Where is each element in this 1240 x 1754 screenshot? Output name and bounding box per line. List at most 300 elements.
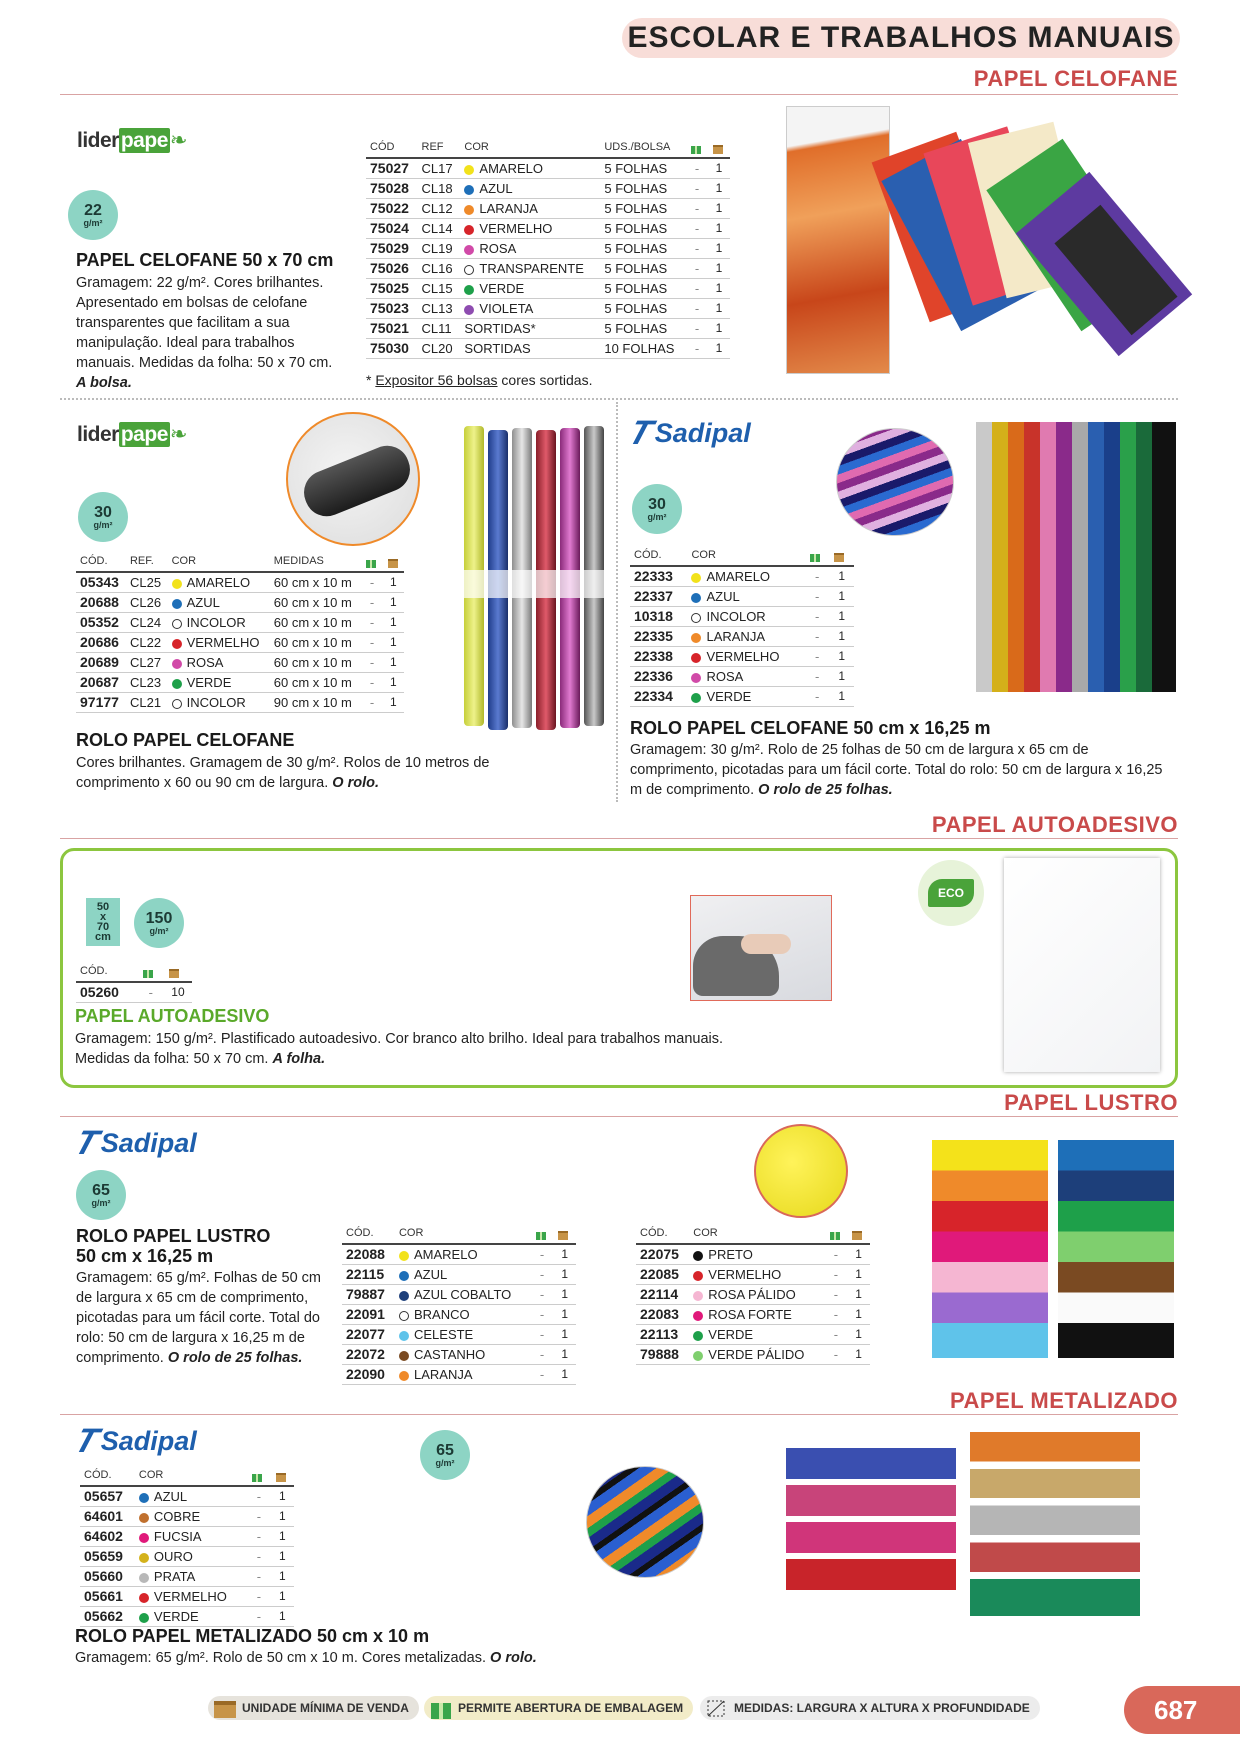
open-pack-value: - (247, 1486, 270, 1507)
product-description: Cores brilhantes. Gramagem de 30 g/m². Rolos de 10 metros de comprimento x 60 ou 90 cm de largura. O rolo. (76, 755, 490, 791)
min-unit-value: 1 (708, 259, 730, 279)
color-swatch (139, 1573, 149, 1583)
open-pack-value: - (805, 627, 829, 647)
min-unit-value: 1 (383, 673, 404, 693)
table-row (80, 1547, 294, 1567)
min-unit-value: 1 (271, 1547, 294, 1567)
product-table (630, 546, 854, 707)
color-swatch (139, 1553, 149, 1563)
cell-ref: CL20 (418, 339, 461, 359)
table-row (630, 667, 854, 687)
open-pack-value: - (361, 633, 382, 653)
product-code: 22113 (636, 1325, 689, 1345)
grammage-badge: 65 g/m² (420, 1430, 470, 1480)
open-pack-value: - (805, 687, 829, 707)
gift-box-icon (428, 1696, 454, 1723)
product-code: 79888 (636, 1345, 689, 1365)
table-row (342, 1265, 576, 1285)
min-unit-value: 1 (708, 199, 730, 219)
cellophane-bag (786, 106, 890, 374)
min-unit-value: 1 (383, 693, 404, 713)
color-swatch (691, 653, 701, 663)
open-pack-value: - (686, 239, 708, 259)
min-unit-column (847, 1224, 870, 1244)
color-swatch (691, 633, 701, 643)
product-code: 75022 (366, 199, 418, 219)
color-name: ROSA (168, 653, 270, 673)
color-name: ROSA PÁLIDO (689, 1285, 824, 1305)
product-table (636, 1224, 870, 1365)
table-row (76, 593, 404, 613)
min-unit-value: 1 (708, 219, 730, 239)
table-row (342, 1305, 576, 1325)
color-swatch (399, 1331, 409, 1341)
min-unit-column (708, 138, 730, 158)
product-code: 97177 (76, 693, 126, 713)
divider (60, 94, 1178, 95)
roll-closeup-image (286, 412, 420, 546)
grammage-badge: 30 g/m² (632, 484, 682, 534)
sadipal-mark-icon: T (623, 414, 658, 452)
table-row (76, 693, 404, 713)
min-unit-value: 1 (829, 627, 854, 647)
divider (60, 1414, 1178, 1415)
min-unit-value: 1 (847, 1325, 870, 1345)
product-code: 75028 (366, 179, 418, 199)
cell-ref: CL21 (126, 693, 168, 713)
section-title-autoadesivo: PAPEL AUTOADESIVO (931, 812, 1178, 837)
open-pack-value: - (805, 647, 829, 667)
column-header: CÓD. (80, 1466, 135, 1486)
open-pack-value: - (247, 1547, 270, 1567)
open-pack-value: - (531, 1345, 554, 1365)
color-swatch (691, 613, 701, 623)
sadipal-mark-icon: T (69, 1422, 104, 1460)
product-code: 20689 (76, 653, 126, 673)
product-code: 79887 (342, 1285, 395, 1305)
cell-uds: 5 FOLHAS (600, 259, 686, 279)
divider (616, 402, 618, 802)
table-row (342, 1345, 576, 1365)
color-name: VERMELHO (687, 647, 805, 667)
min-unit-value: 1 (708, 299, 730, 319)
product-code: 05661 (80, 1587, 135, 1607)
section-title-metalizado: PAPEL METALIZADO (950, 1388, 1178, 1413)
color-name: BRANCO (395, 1305, 531, 1325)
cell-ref: CL11 (418, 319, 461, 339)
color-name: VIOLETA (460, 299, 600, 319)
column-header: UDS./BOLSA (600, 138, 686, 158)
color-swatch (139, 1593, 149, 1603)
cell-uds: 5 FOLHAS (600, 279, 686, 299)
color-swatch (464, 305, 474, 315)
section-title-lustro: PAPEL LUSTRO (1004, 1090, 1178, 1115)
cardboard-box-icon (833, 550, 845, 561)
color-name: ROSA (687, 667, 805, 687)
table-row (630, 587, 854, 607)
open-pack-value: - (686, 158, 708, 179)
table-row (366, 299, 730, 319)
table-row (366, 219, 730, 239)
table-row (76, 673, 404, 693)
open-pack-value: - (825, 1345, 848, 1365)
product-title: PAPEL CELOFANE 50 x 70 cm (76, 250, 334, 270)
sadipal-mark-icon: T (69, 1124, 104, 1162)
product-code: 22115 (342, 1265, 395, 1285)
table-row (80, 1567, 294, 1587)
display-note: * Expositor 56 bolsas cores sortidas. (366, 372, 593, 388)
cardboard-box-icon (387, 556, 399, 567)
product-table (366, 138, 730, 359)
dimension-icon (706, 1698, 728, 1721)
min-unit-value: 1 (383, 653, 404, 673)
min-unit-value: 10 (164, 982, 192, 1003)
grammage-badge: 150 g/m² (134, 898, 184, 948)
table-row (636, 1345, 870, 1365)
cardboard-box-icon (557, 1228, 569, 1239)
table-row (636, 1325, 870, 1345)
min-unit-value: 1 (271, 1607, 294, 1627)
grammage-badge: 22 g/m² (68, 190, 118, 240)
product-table (80, 1466, 294, 1627)
open-pack-value: - (686, 299, 708, 319)
display-link[interactable]: Expositor 56 bolsas (375, 372, 498, 388)
color-name: AZUL (460, 179, 600, 199)
color-swatch (464, 205, 474, 215)
color-swatch (691, 673, 701, 683)
color-name: PRATA (135, 1567, 247, 1587)
sadipal-logo: T Sadipal (69, 1422, 197, 1460)
min-unit-value: 1 (271, 1507, 294, 1527)
open-pack-value: - (805, 607, 829, 627)
roll-label-band (464, 570, 606, 598)
min-unit-value: 1 (708, 339, 730, 359)
table-row (366, 279, 730, 299)
table-row (80, 1527, 294, 1547)
cell-ref: CL23 (126, 673, 168, 693)
product-code: 22085 (636, 1265, 689, 1285)
cell-m: 60 cm x 10 m (270, 633, 362, 653)
color-name: ROSA FORTE (689, 1305, 824, 1325)
open-pack-value: - (361, 693, 382, 713)
page-category-header: ESCOLAR E TRABALHOS MANUAIS (622, 18, 1180, 58)
color-name: LARANJA (460, 199, 600, 219)
gift-box-icon (535, 1228, 547, 1239)
cellophane-rolls-image (464, 426, 606, 732)
product-code: 05660 (80, 1567, 135, 1587)
table-row (76, 572, 404, 593)
color-name: VERMELHO (168, 633, 270, 653)
open-pack-value: - (247, 1567, 270, 1587)
cardboard-box-icon (851, 1228, 863, 1239)
open-pack-column (361, 552, 382, 572)
color-swatch (693, 1271, 703, 1281)
legend-min-unit: UNIDADE MÍNIMA DE VENDA (208, 1696, 419, 1720)
product-description: Gramagem: 30 g/m². Rolo de 25 folhas de 50 cm de largura x 65 cm de comprimento, picotadas para um fácil corte. Total do rolo: 50 cm de largura x 16,25 m de comprimento. O rolo de 25 folhas. (630, 742, 1163, 798)
table-row (80, 1607, 294, 1627)
min-unit-column (164, 962, 192, 982)
product-code: 64602 (80, 1527, 135, 1547)
open-pack-value: - (361, 673, 382, 693)
cell-uds: 5 FOLHAS (600, 239, 686, 259)
color-name: VERMELHO (689, 1265, 824, 1285)
product-code: 75030 (366, 339, 418, 359)
color-swatch (139, 1533, 149, 1543)
product-code: 10318 (630, 607, 687, 627)
cellophane-rolls-image (976, 422, 1176, 692)
color-name: VERMELHO (460, 219, 600, 239)
color-swatch (399, 1291, 409, 1301)
open-pack-value: - (686, 199, 708, 219)
open-pack-value: - (361, 613, 382, 633)
open-pack-value: - (361, 572, 382, 593)
color-name: AZUL (135, 1486, 247, 1507)
color-swatch (172, 639, 182, 649)
min-unit-value: 1 (829, 687, 854, 707)
cell-ref: CL16 (418, 259, 461, 279)
color-swatch (139, 1513, 149, 1523)
color-name: AZUL (687, 587, 805, 607)
divider (60, 398, 1178, 400)
column-header: REF. (126, 552, 168, 572)
liderpapel-logo: liderpape❧ (77, 129, 187, 152)
column-header: CÓD. (76, 962, 138, 982)
product-description: Gramagem: 65 g/m². Folhas de 50 cm de largura x 65 cm de comprimento, picotadas para um fácil corte. Total do rolo: 50 cm de largura x 16,25 m de comprimento. O rolo de 25 folhas. (76, 1270, 321, 1366)
color-swatch (399, 1251, 409, 1261)
product-code: 75026 (366, 259, 418, 279)
color-name: VERDE (168, 673, 270, 693)
product-title: PAPEL AUTOADESIVO (75, 1006, 270, 1026)
color-swatch (172, 679, 182, 689)
page-number: 687 (1124, 1686, 1240, 1734)
cell-ref: CL26 (126, 593, 168, 613)
open-pack-value: - (686, 279, 708, 299)
open-pack-value: - (686, 219, 708, 239)
color-name: CASTANHO (395, 1345, 531, 1365)
cardboard-box-icon (712, 142, 724, 153)
open-pack-value: - (686, 339, 708, 359)
product-code: 22072 (342, 1345, 395, 1365)
min-unit-value: 1 (271, 1587, 294, 1607)
color-name: OURO (135, 1547, 247, 1567)
open-pack-value: - (825, 1325, 848, 1345)
column-header: COR (135, 1466, 247, 1486)
open-pack-value: - (531, 1325, 554, 1345)
color-name: VERDE (135, 1607, 247, 1627)
open-pack-column (686, 138, 708, 158)
cell-uds: 5 FOLHAS (600, 199, 686, 219)
product-code: 64601 (80, 1507, 135, 1527)
white-sheet-image (1004, 858, 1160, 1072)
sheet-size-badge: 50 x 70 cm (86, 898, 120, 946)
open-pack-value: - (247, 1507, 270, 1527)
color-swatch (139, 1493, 149, 1503)
color-name: COBRE (135, 1507, 247, 1527)
product-code: 22336 (630, 667, 687, 687)
product-table (342, 1224, 576, 1385)
cell-m: 60 cm x 10 m (270, 593, 362, 613)
table-row (80, 1486, 294, 1507)
color-name: VERDE (687, 687, 805, 707)
cell-ref: CL22 (126, 633, 168, 653)
min-unit-value: 1 (383, 572, 404, 593)
cardboard-box-icon (212, 1696, 238, 1723)
cellophane-closeup-image (836, 428, 954, 536)
color-swatch (172, 619, 182, 629)
lustro-rolls-image-right (1058, 1140, 1174, 1358)
table-row (76, 633, 404, 653)
color-name: VERDE (460, 279, 600, 299)
product-code: 05659 (80, 1547, 135, 1567)
table-row (80, 1507, 294, 1527)
cell-uds: 5 FOLHAS (600, 299, 686, 319)
cell-ref: CL17 (418, 158, 461, 179)
min-unit-value: 1 (708, 239, 730, 259)
min-unit-value: 1 (847, 1285, 870, 1305)
color-swatch (464, 225, 474, 235)
min-unit-value: 1 (271, 1527, 294, 1547)
product-title: ROLO PAPEL CELOFANE (76, 730, 295, 750)
product-code: 75024 (366, 219, 418, 239)
product-table (76, 962, 192, 1003)
cell-m: 60 cm x 10 m (270, 653, 362, 673)
product-code: 22333 (630, 566, 687, 587)
min-unit-value: 1 (708, 179, 730, 199)
product-title: ROLO PAPEL METALIZADO 50 cm x 10 m (75, 1626, 430, 1646)
table-row (366, 259, 730, 279)
product-title: ROLO PAPEL LUSTRO 50 cm x 16,25 m (76, 1226, 271, 1266)
table-row (342, 1365, 576, 1385)
grammage-badge: 30 g/m² (78, 492, 128, 542)
divider (60, 1116, 1178, 1117)
table-row (630, 687, 854, 707)
open-pack-value: - (825, 1244, 848, 1265)
min-unit-value: 1 (383, 593, 404, 613)
open-pack-value: - (686, 319, 708, 339)
color-swatch (464, 165, 474, 175)
product-description: Gramagem: 150 g/m². Plastificado autoadesivo. Cor branco alto brilho. Ideal para trabalhos manuais. Medidas da folha: 50 x 70 cm. A folha. (75, 1031, 724, 1067)
open-pack-value: - (531, 1244, 554, 1265)
product-code: 05260 (76, 982, 138, 1003)
color-name: FUCSIA (135, 1527, 247, 1547)
open-pack-value: - (361, 593, 382, 613)
open-pack-value: - (686, 179, 708, 199)
open-pack-value: - (247, 1527, 270, 1547)
sadipal-logo: T Sadipal (69, 1124, 197, 1162)
min-unit-value: 1 (708, 279, 730, 299)
cardboard-box-icon (168, 966, 180, 977)
gift-box-icon (829, 1228, 841, 1239)
cell-ref: CL25 (126, 572, 168, 593)
color-name: PRETO (689, 1244, 824, 1265)
product-code: 20688 (76, 593, 126, 613)
product-code: 22337 (630, 587, 687, 607)
product-code: 05352 (76, 613, 126, 633)
color-name: VERMELHO (135, 1587, 247, 1607)
product-description: Gramagem: 65 g/m². Rolo de 50 cm x 10 m. Cores metalizadas. O rolo. (75, 1650, 537, 1666)
min-unit-value: 1 (847, 1345, 870, 1365)
open-pack-column (138, 962, 164, 982)
table-row (366, 158, 730, 179)
open-pack-column (247, 1466, 270, 1486)
color-swatch (399, 1311, 409, 1321)
metallic-closeup-image (586, 1466, 704, 1578)
color-swatch (693, 1251, 703, 1261)
column-header: REF (418, 138, 461, 158)
color-swatch (693, 1331, 703, 1341)
min-unit-value: 1 (553, 1345, 576, 1365)
adhesive-application-image (690, 895, 832, 1001)
grammage-badge: 65 g/m² (76, 1170, 126, 1220)
min-unit-value: 1 (553, 1285, 576, 1305)
cell-m: 60 cm x 10 m (270, 673, 362, 693)
min-unit-value: 1 (383, 633, 404, 653)
finger-shape (741, 934, 791, 954)
min-unit-value: 1 (553, 1365, 576, 1385)
cell-ref: CL27 (126, 653, 168, 673)
product-code: 22075 (636, 1244, 689, 1265)
product-code: 22090 (342, 1365, 395, 1385)
color-name: AMARELO (395, 1244, 531, 1265)
column-header: COR (687, 546, 805, 566)
open-pack-value: - (138, 982, 164, 1003)
color-swatch (399, 1271, 409, 1281)
min-unit-column (383, 552, 404, 572)
legend-open-pack: PERMITE ABERTURA DE EMBALAGEM (424, 1696, 693, 1720)
min-unit-value: 1 (271, 1567, 294, 1587)
metallic-rolls-image-right (970, 1432, 1140, 1616)
color-name: CELESTE (395, 1325, 531, 1345)
product-code: 22335 (630, 627, 687, 647)
eco-badge (918, 860, 984, 926)
color-swatch (172, 599, 182, 609)
table-row (636, 1265, 870, 1285)
open-pack-column (825, 1224, 848, 1244)
table-row (76, 982, 192, 1003)
table-row (80, 1587, 294, 1607)
cell-ref: CL13 (418, 299, 461, 319)
product-code: 05343 (76, 572, 126, 593)
cell-ref: CL14 (418, 219, 461, 239)
color-name: TRANSPARENTE (460, 259, 600, 279)
color-name: VERDE PÁLIDO (689, 1345, 824, 1365)
color-swatch (691, 593, 701, 603)
cellophane-sheets-image (786, 106, 1178, 378)
column-header: COR (689, 1224, 824, 1244)
gift-box-icon (809, 550, 821, 561)
product-code: 75025 (366, 279, 418, 299)
min-unit-value: 1 (829, 587, 854, 607)
divider (60, 838, 1178, 839)
liderpapel-logo: liderpape❧ (77, 423, 187, 446)
product-table (76, 552, 404, 713)
open-pack-column (805, 546, 829, 566)
cell-ref: CL15 (418, 279, 461, 299)
column-header: CÓD. (342, 1224, 395, 1244)
table-row (76, 613, 404, 633)
color-swatch (399, 1371, 409, 1381)
open-pack-value: - (531, 1285, 554, 1305)
open-pack-column (531, 1224, 554, 1244)
table-row (630, 627, 854, 647)
table-row (366, 339, 730, 359)
min-unit-column (271, 1466, 294, 1486)
color-name: INCOLOR (687, 607, 805, 627)
open-pack-value: - (825, 1285, 848, 1305)
product-code: 20687 (76, 673, 126, 693)
product-code: 75023 (366, 299, 418, 319)
color-name: INCOLOR (168, 613, 270, 633)
